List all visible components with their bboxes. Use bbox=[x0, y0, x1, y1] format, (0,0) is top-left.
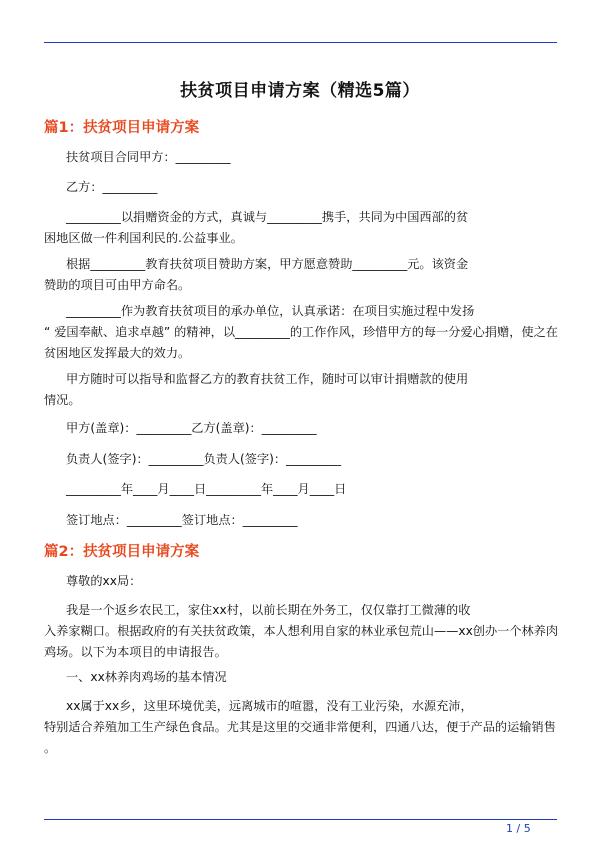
document-title: 扶贫项目申请方案（精选5篇） bbox=[180, 81, 420, 101]
section2-heading: 篇2：扶贫项目申请方案 bbox=[44, 544, 200, 560]
salutation: 尊敬的xx局： bbox=[66, 574, 142, 588]
section1-paragraph-3: _________作为教育扶贫项目的承办单位，认真承诺：在项目实施过程中发扬 “ 爱国奉献、追求卓越” 的精神，以_________的工作作风，珍惜甲方的每一分爱心捐赠，使之在 贫困地区发挥最大的效力。 bbox=[44, 304, 558, 360]
signing-place-line: 签订地点：_________签订地点：_________ bbox=[66, 513, 298, 527]
signature-line: 负责人(签字)：_________负责人(签字)：_________ bbox=[66, 452, 341, 466]
section2-paragraph-2: xx属于xx乡，这里环境优美，远离城市的喧嚣，没有工业污染，水源充沛， 特别适合养殖加工生产绿色食品。尤其是这里的交通非常便利，四通八达，便于产品的运输销售 。 bbox=[44, 699, 556, 755]
party-a-line: 扶贫项目合同甲方：_________ bbox=[66, 150, 231, 164]
date-line: _________年____月____日_________年____月____日 bbox=[66, 482, 347, 496]
section2-subheading: 一、xx林养肉鸡场的基本情况 bbox=[66, 670, 227, 684]
seal-line: 甲方(盖章)：_________乙方(盖章)：_________ bbox=[66, 421, 317, 435]
section1-paragraph-1: _________以捐赠资金的方式，真诚与_________携手，共同为中国西部的贫 困地区做一件利国利民的.公益事业。 bbox=[44, 210, 469, 245]
party-b-line: 乙方：_________ bbox=[66, 180, 158, 194]
section1-heading: 篇1：扶贫项目申请方案 bbox=[44, 120, 200, 136]
bottom-rule bbox=[44, 819, 557, 820]
section1-paragraph-2: 根据_________教育扶贫项目赞助方案，甲方愿意赞助_________元。该资金 赞助的项目可由甲方命名。 bbox=[44, 257, 469, 292]
section2-paragraph-1: 我是一个返乡农民工，家住xx村，以前长期在外务工，仅仅靠打工微薄的收 入养家糊口。根据政府的有关扶贫政策，本人想利用自家的林业承包荒山——xx创办一个林养肉 鸡场。以下为本项目的申请报告。 bbox=[44, 603, 559, 659]
top-rule bbox=[44, 42, 557, 43]
page-number: 1 / 5 bbox=[506, 822, 531, 835]
section1-paragraph-4: 甲方随时可以指导和监督乙方的教育扶贫工作，随时可以审计捐赠款的使用 情况。 bbox=[44, 372, 469, 407]
